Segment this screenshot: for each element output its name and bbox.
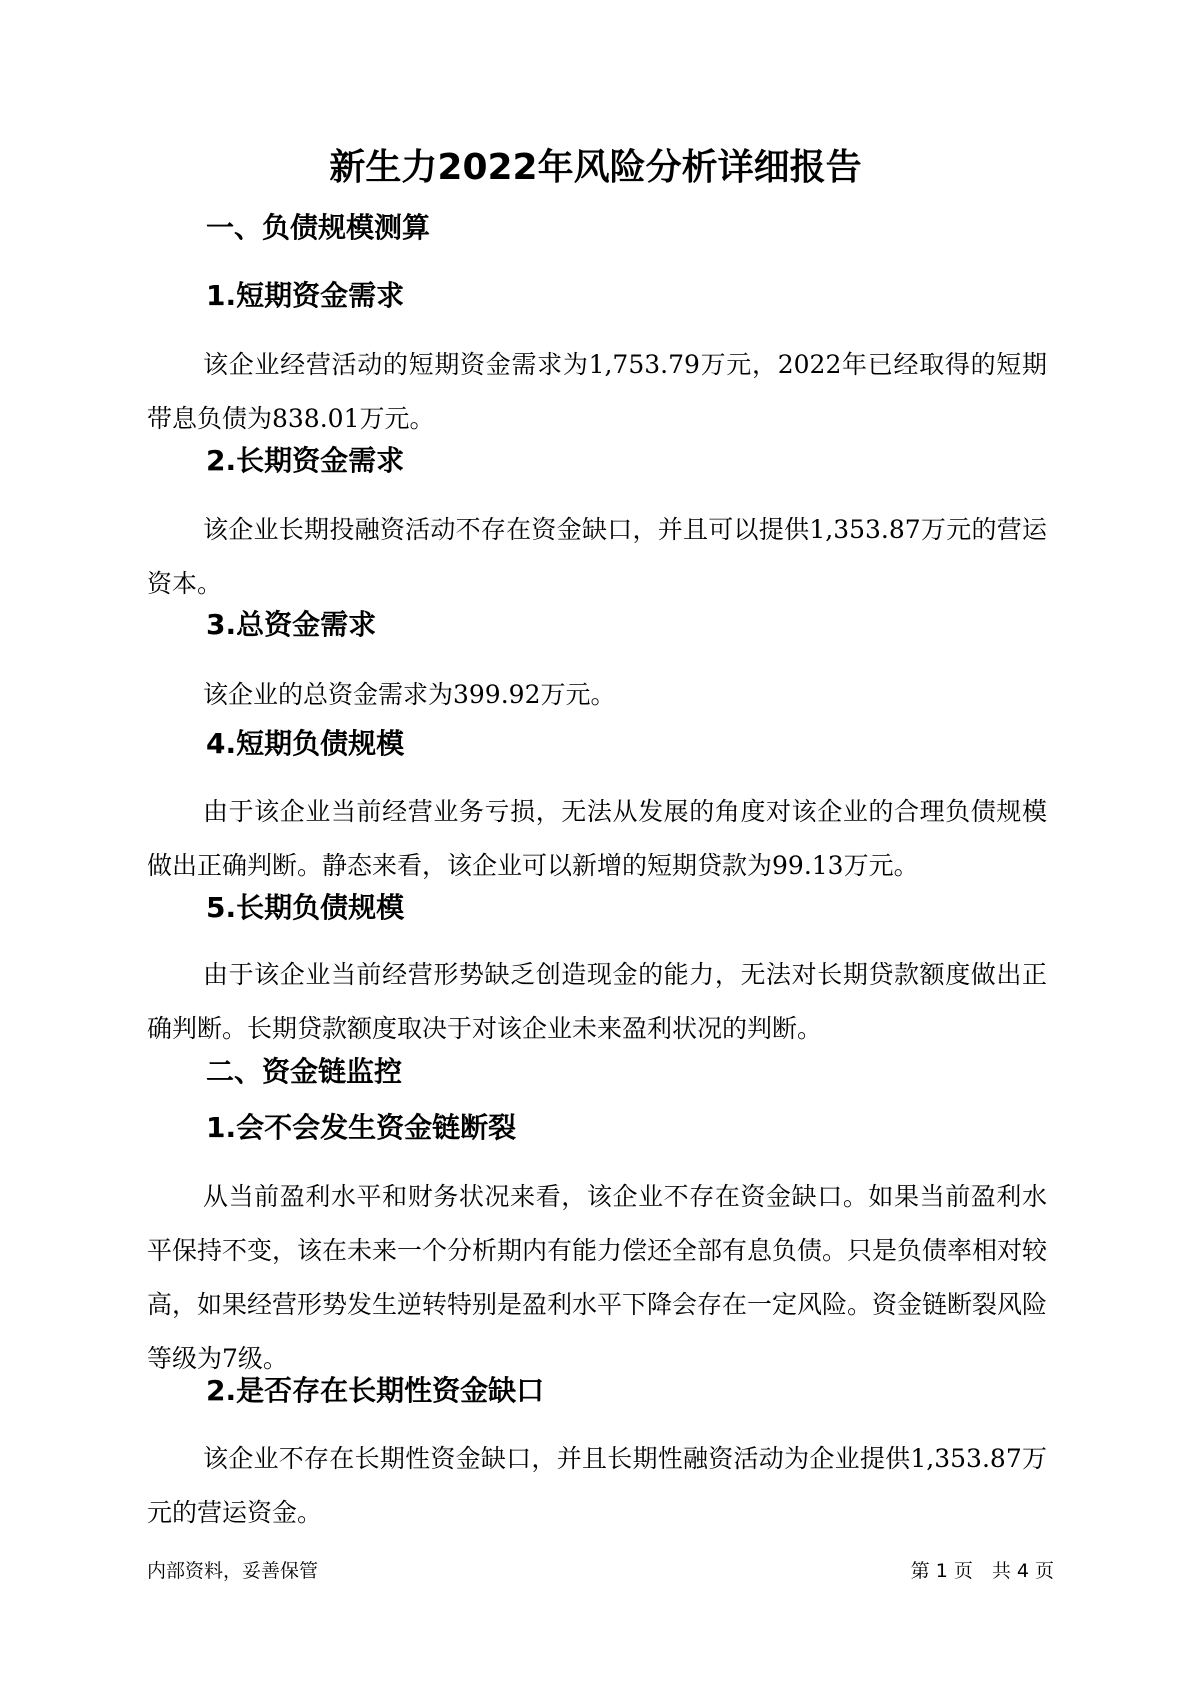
section-heading: 一、负债规模测算 <box>206 211 431 244</box>
footer-confidential-note: 内部资料，妥善保管 <box>147 1560 319 1582</box>
subsection-heading: 1.短期资金需求 <box>206 279 405 312</box>
footer-page-number: 第 1 页 共 4 页 <box>910 1560 1054 1582</box>
section-heading: 二、资金链监控 <box>206 1055 403 1088</box>
paragraph: 该企业不存在长期性资金缺口，并且长期性融资活动为企业提供1,353.87万元的营运资金。 <box>147 1444 1047 1527</box>
document-title: 新生力2022年风险分析详细报告 <box>329 147 862 188</box>
subsection-heading: 3.总资金需求 <box>206 608 377 641</box>
paragraph: 该企业的总资金需求为399.92万元。 <box>203 680 616 709</box>
subsection-heading: 5.长期负债规模 <box>206 891 405 924</box>
subsection-heading: 1.会不会发生资金链断裂 <box>206 1111 517 1144</box>
subsection-heading: 2.是否存在长期性资金缺口 <box>206 1374 545 1407</box>
paragraph: 由于该企业当前经营形势缺乏创造现金的能力，无法对长期贷款额度做出正确判断。长期贷款额度取决于对该企业未来盈利状况的判断。 <box>147 960 1047 1043</box>
subsection-heading: 2.长期资金需求 <box>206 444 405 477</box>
paragraph: 该企业长期投融资活动不存在资金缺口，并且可以提供1,353.87万元的营运资本。 <box>147 515 1047 598</box>
paragraph: 该企业经营活动的短期资金需求为1,753.79万元，2022年已经取得的短期带息负债为838.01万元。 <box>147 350 1047 433</box>
paragraph: 由于该企业当前经营业务亏损，无法从发展的角度对该企业的合理负债规模做出正确判断。静态来看，该企业可以新增的短期贷款为99.13万元。 <box>147 797 1047 880</box>
subsection-heading: 4.短期负债规模 <box>206 727 405 760</box>
paragraph: 从当前盈利水平和财务状况来看，该企业不存在资金缺口。如果当前盈利水平保持不变，该在未来一个分析期内有能力偿还全部有息负债。只是负债率相对较高，如果经营形势发生逆转特别是盈利水平下降会存在一定风险。资金链断裂风险等级为7级。 <box>147 1182 1048 1373</box>
